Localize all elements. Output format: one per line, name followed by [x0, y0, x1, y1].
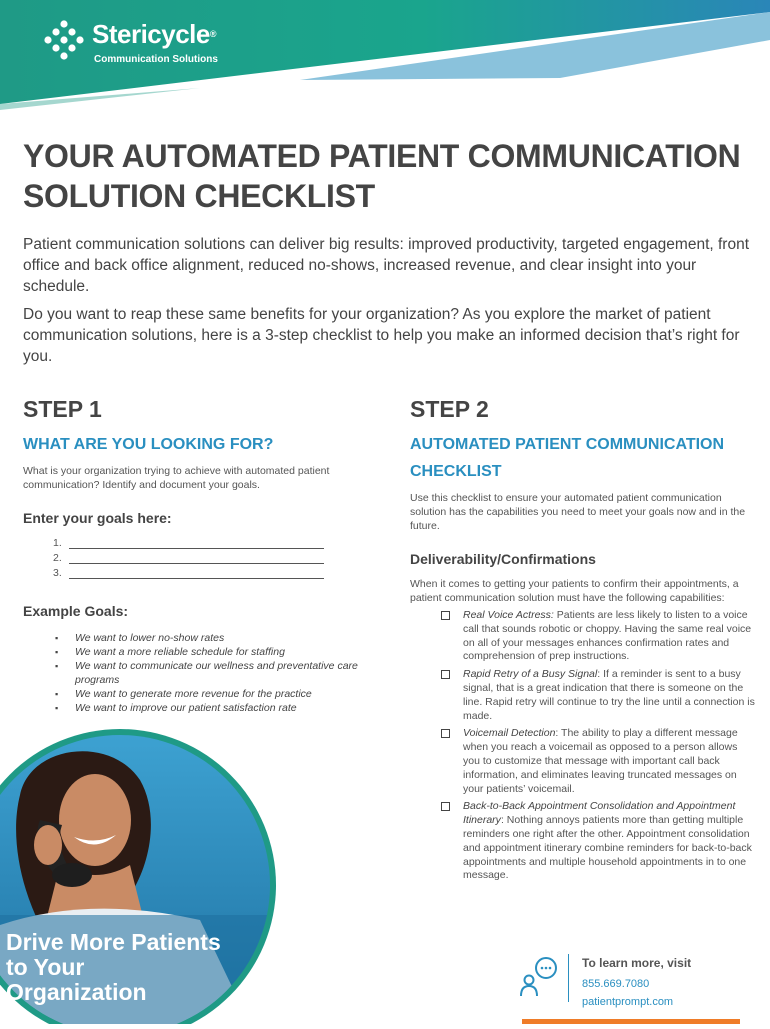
example-goals-list — [23, 631, 368, 715]
example-goal: ▪ We want to lower no-show rates — [23, 631, 368, 645]
capability-text: Patients are less likely to listen to a voice call that sounds robotic or choppy. Having the same real voice on all of your messages enhances confirmation rates and comprehension of prep instructions. — [463, 609, 752, 663]
goal-entry-2[interactable] — [53, 549, 368, 564]
capabilities-list — [410, 609, 755, 883]
contact-website-link[interactable]: patientprompt.com — [582, 996, 674, 1008]
examples-heading: Example Goals: — [23, 603, 129, 619]
page-title-line-2: SOLUTION CHECKLIST — [23, 178, 375, 214]
stericycle-logo — [44, 20, 218, 65]
capability-name: Back-to-Back Appointment Consolidation and Appointment Itinerary — [463, 800, 736, 827]
logo-subtitle: Communication Solutions — [94, 54, 218, 65]
header-banner — [0, 0, 770, 110]
goal-entry-3[interactable] — [53, 564, 368, 579]
intro-paragraph-2: Do you want to reap these same benefits for your organization? As you explore the market of patient communication solutions, here is a 3-step checklist to help you make an informed decision that’s right for you. — [23, 306, 740, 365]
promo-tagline — [6, 930, 221, 1005]
goal-input-line[interactable] — [69, 552, 324, 564]
example-goal: ▪ We want a more reliable schedule for staffing — [23, 645, 368, 659]
page-title-line-1: YOUR AUTOMATED PATIENT COMMUNICATION — [23, 138, 741, 174]
deliverability-lead: When it comes to getting your patients to confirm their appointments, a patient communication solution must have the following capabilities: — [410, 578, 739, 604]
capability-name: Rapid Retry of a Busy Signal — [463, 668, 598, 681]
promo-line-1: Drive More Patients — [6, 929, 221, 955]
step-2-label: STEP 2 — [410, 396, 489, 422]
step-2-heading-line-1: AUTOMATED PATIENT COMMUNICATION — [410, 436, 725, 453]
contact-divider — [568, 954, 569, 1002]
step-1-label: STEP 1 — [23, 396, 102, 422]
capability-text: : The ability to play a different message when you reach a voicemail as opposed to a person allows you to customize that message with important call back information, and eliminates leaving truncated messages on your patients’ voicemail. — [463, 727, 738, 795]
contact-title: To learn more, visit — [582, 956, 692, 970]
step-2-description: Use this checklist to ensure your automated patient communication solution has the capabilities you need to meet your goals now and in the future. — [410, 492, 746, 532]
capability-item — [410, 800, 755, 883]
goal-number: 2. — [53, 552, 62, 564]
page-title — [23, 136, 753, 216]
checkbox-icon[interactable] — [441, 729, 450, 738]
capability-item — [410, 727, 755, 796]
deliverability-heading: Deliverability/Confirmations — [410, 551, 596, 567]
capability-text: : If a reminder is sent to a busy signal, that is a great indication that there is someone on the line. Rapid retry will continue to try the line until a connection is made. — [463, 668, 755, 722]
capability-name: Real Voice Actress: — [463, 609, 554, 621]
capability-name: Voicemail Detection — [463, 727, 556, 740]
step-1-heading: WHAT ARE YOU LOOKING FOR? — [23, 436, 274, 453]
chat-person-icon — [518, 954, 562, 998]
capability-text: : Nothing annoys patients more than getting multiple reminders one right after the other. Appointment consolidation and appointment itinerary combine reminders for back-to-back appointments and multiple household appointments in to one message. — [463, 814, 752, 882]
step-1-column — [23, 395, 368, 715]
capability-item — [410, 668, 755, 723]
promo-line-3: Organization — [6, 979, 147, 1005]
goal-number: 1. — [53, 537, 62, 549]
example-goal: ▪ We want to communicate our wellness and preventative care programs — [23, 659, 368, 687]
goals-heading: Enter your goals here: — [23, 510, 172, 526]
example-goal: ▪ We want to improve our patient satisfaction rate — [23, 701, 368, 715]
logo-registered: ® — [209, 29, 217, 39]
checkbox-icon[interactable] — [441, 611, 450, 620]
contact-phone[interactable]: 855.669.7080 — [582, 978, 650, 990]
logo-dots-icon — [44, 20, 84, 60]
goals-list — [23, 534, 368, 579]
goal-input-line[interactable] — [69, 567, 324, 579]
orange-accent-bar — [522, 1019, 740, 1024]
goal-entry-1[interactable] — [53, 534, 368, 549]
step-2-heading-line-2: CHECKLIST — [410, 463, 502, 480]
capability-item — [410, 609, 755, 664]
promo-line-2: to Your — [6, 954, 85, 980]
checkbox-icon[interactable] — [441, 670, 450, 679]
contact-block — [518, 950, 748, 1024]
step-2-column — [410, 395, 755, 887]
logo-name: Stericycle — [92, 19, 210, 49]
intro-paragraph-1: Patient communication solutions can deliver big results: improved productivity, targeted engagement, front office and back office alignment, reduced no-shows, increased revenue, and clear insight into your schedule. — [23, 236, 750, 295]
step-1-description: What is your organization trying to achieve with automated patient communication? Identify and document your goals. — [23, 465, 330, 491]
example-goal: ▪ We want to generate more revenue for the practice — [23, 687, 368, 701]
contact-text — [582, 956, 691, 1008]
intro-text — [23, 234, 751, 374]
goal-input-line[interactable] — [69, 537, 324, 549]
step-2-heading — [410, 431, 755, 485]
goal-number: 3. — [53, 567, 62, 579]
checkbox-icon[interactable] — [441, 802, 450, 811]
